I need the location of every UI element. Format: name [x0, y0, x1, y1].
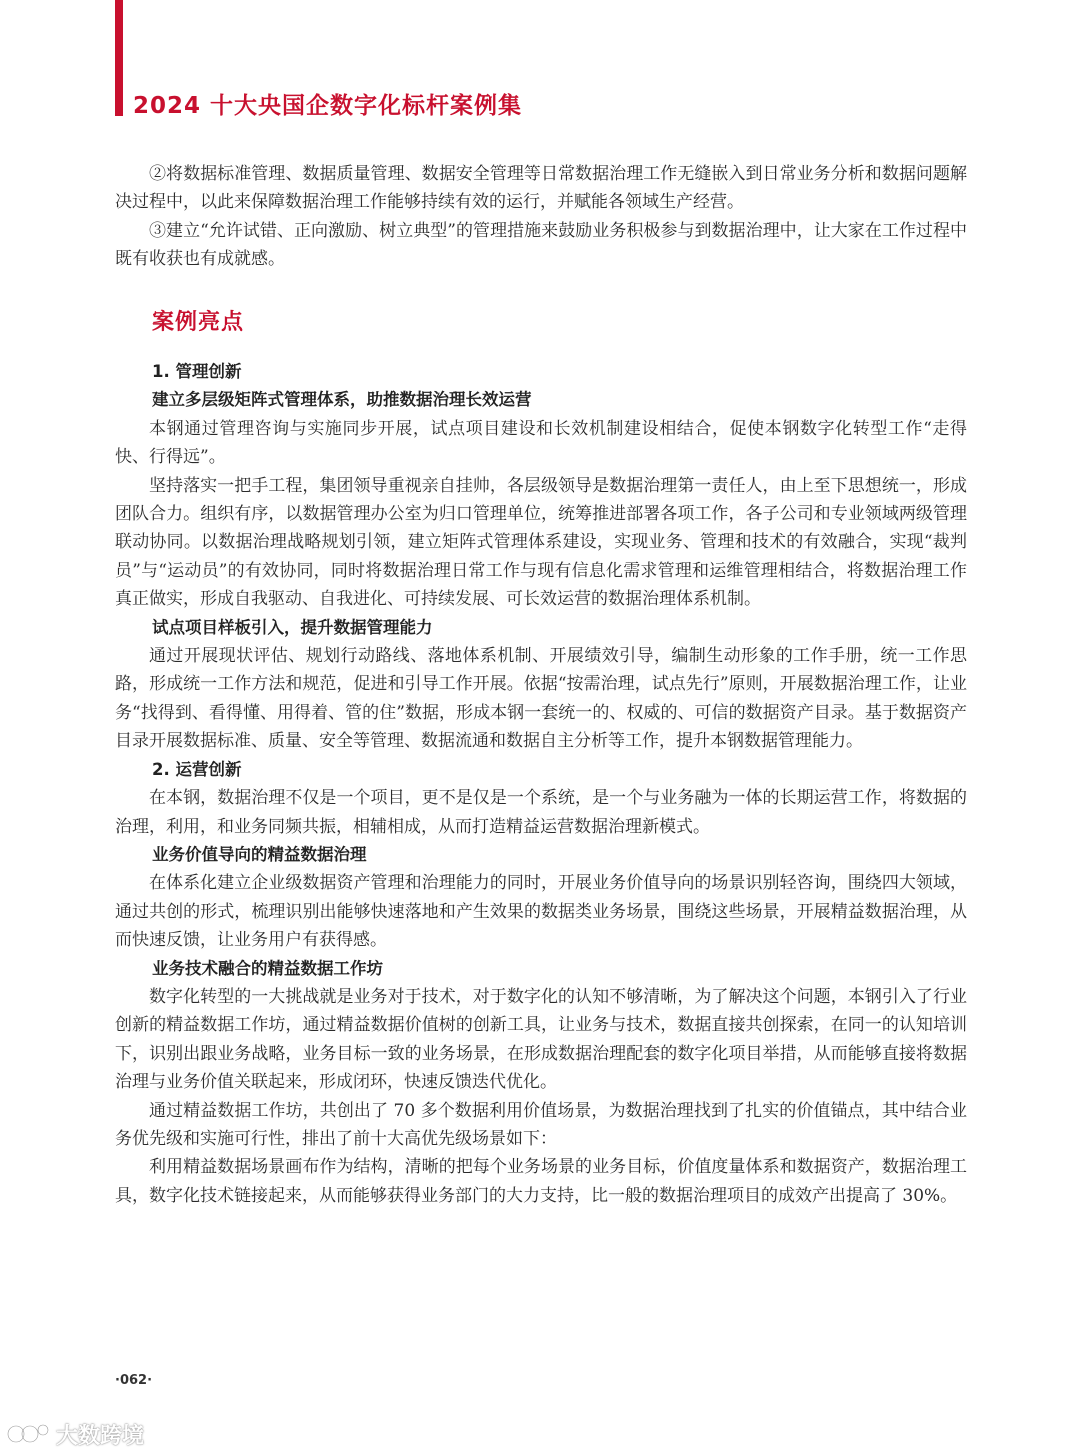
intro-block	[115, 160, 967, 274]
intro-paragraph-2: ②将数据标准管理、数据质量管理、数据安全管理等日常数据治理工作无缝嵌入到日常业务分析和数据问题解决过程中，以此来保障数据治理工作能够持续有效的运行，并赋能各领域生产经营。	[115, 164, 967, 213]
subheading-lean-data-workshop: 业务技术融合的精益数据工作坊	[152, 958, 383, 978]
paragraph: 数字化转型的一大挑战就是业务对于技术，对于数字化的认知不够清晰，为了解决这个问题，本钢引入了行业创新的精益数据工作坊，通过精益数据价值树的创新工具，让业务与技术，数据直接共创探索，在同一的认知培训下，识别出跟业务战略，业务目标一致的业务场景，在形成数据治理配套的数字化项目举措，从而能够直接将数据治理与业务价值关联起来，形成闭环，快速反馈迭代优化。	[115, 986, 967, 1093]
paragraph: 通过精益数据工作坊，共创出了 70 多个数据利用价值场景，为数据治理找到了扎实的价值锚点，其中结合业务优先级和实施可行性，排出了前十大高优先级场景如下：	[115, 1100, 967, 1149]
subheading-pilot-project: 试点项目样板引入，提升数据管理能力	[152, 617, 433, 637]
subheading-matrix-management: 建立多层级矩阵式管理体系，助推数据治理长效运营	[152, 390, 532, 410]
watermark	[6, 1418, 144, 1450]
subsection-title-management-innovation: 1. 管理创新	[152, 362, 242, 381]
intro-paragraph-3: ③建立“允许试错、正向激励、树立典型”的管理措施来鼓励业务积极参与到数据治理中，让大家在工作过程中既有收获也有成就感。	[115, 220, 967, 270]
subsection-title-operation-innovation: 2. 运营创新	[152, 759, 242, 779]
header-accent-bar	[115, 0, 123, 116]
section-heading-case-highlights: 案例亮点	[152, 310, 245, 335]
paragraph: 坚持落实一把手工程，集团领导重视亲自挂帅，各层级领导是数据治理第一责任人，由上至下思想统一，形成团队合力。组织有序，以数据管理办公室为归口管理单位，统筹推进部署各项工作，各子公司和专业领域两级管理联动协同。以数据治理战略规划引领，建立矩阵式管理体系建设，实现业务、管理和技术的有效融合，实现“裁判员”与“运动员”的有效协同，同时将数据治理日常工作与现有信息化需求管理和运维管理相结合，将数据治理工作真正做实，形成自我驱动、自我进化、可持续发展、可长效运营的数据治理体系机制。	[115, 475, 967, 610]
subheading-lean-data-governance: 业务价值导向的精益数据治理	[152, 844, 367, 864]
page-header-title: 2024 十大央国企数字化标杆案例集	[133, 93, 523, 119]
paragraph: 利用精益数据场景画布作为结构，清晰的把每个业务场景的业务目标，价值度量体系和数据资产，数据治理工具，数字化技术链接起来，从而能够获得业务部门的大力支持，比一般的数据治理项目的成效产出提高了 30%。	[115, 1157, 967, 1206]
watermark-text: 大数跨境	[56, 1423, 145, 1449]
paragraph: 在本钢，数据治理不仅是一个项目，更不是仅是一个系统，是一个与业务融为一体的长期运营工作，将数据的治理，利用，和业务同频共振，相辅相成，从而打造精益运营数据治理新模式。	[115, 788, 967, 837]
paragraph: 通过开展现状评估、规划行动路线、落地体系机制、开展绩效引导，编制生动形象的工作手册，统一工作思路，形成统一工作方法和规范，促进和引导工作开展。依据“按需治理，试点先行”原则，开展数据治理工作，让业务“找得到、看得懂、用得着、管的住”数据，形成本钢一套统一的、权威的、可信的数据资产目录。基于数据资产目录开展数据标准、质量、安全等管理、数据流通和数据自主分析等工作，提升本钢数据管理能力。	[115, 646, 967, 752]
paragraph: 本钢通过管理咨询与实施同步开展，试点项目建设和长效机制建设相结合，促使本钢数字化转型工作“走得快、行得远”。	[115, 418, 967, 468]
paragraph: 在体系化建立企业级数据资产管理和治理能力的同时，开展业务价值导向的场景识别轻咨询，围绕四大领域，通过共创的形式，梳理识别出能够快速落地和产生效果的数据类业务场景，围绕这些场景，开展精益数据治理，从而快速反馈，让业务用户有获得感。	[115, 873, 967, 951]
case-highlights-content	[115, 358, 967, 1210]
watermark-logo-icon	[6, 1420, 50, 1448]
page-number: ·062·	[115, 1373, 153, 1388]
